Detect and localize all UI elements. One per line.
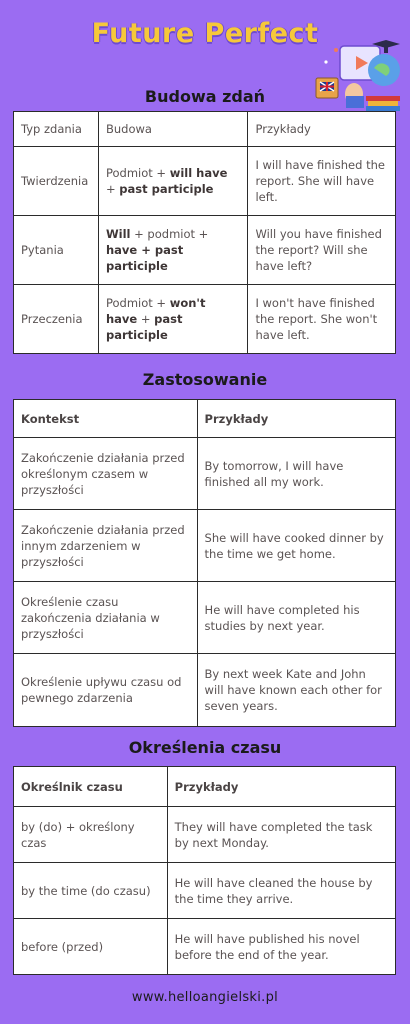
header-examples: Przykłady <box>167 767 395 807</box>
table-row <box>14 216 396 285</box>
table-row <box>14 807 396 863</box>
context-cell: Określenie upływu czasu od pewnego zdarzenia <box>14 654 198 727</box>
example-cell: He will have published his novel before the end of the year. <box>167 919 395 975</box>
structure-cell: Podmiot + will have + past participle <box>98 147 248 216</box>
table-row <box>14 510 396 582</box>
usage-table <box>13 399 396 727</box>
marker-cell: by the time (do czasu) <box>14 863 168 919</box>
example-cell: I will have finished the report. She will have left. <box>248 147 396 216</box>
example-cell: He will have cleaned the house by the time they arrive. <box>167 863 395 919</box>
sentence-type-cell: Przeczenia <box>14 285 99 354</box>
structure-cell: Podmiot + won't have + past participle <box>98 285 248 354</box>
sentence-type-cell: Twierdzenia <box>14 147 99 216</box>
header-context: Kontekst <box>14 400 198 438</box>
section-title-structure: Budowa zdań <box>144 87 266 106</box>
example-cell: He will have completed his studies by next year. <box>197 582 395 654</box>
table-row <box>14 863 396 919</box>
example-cell: I won't have finished the report. She won't have left. <box>248 285 396 354</box>
example-cell: By next week Kate and John will have known each other for seven years. <box>197 654 395 727</box>
section-title-usage: Zastosowanie <box>142 370 268 389</box>
header-sentence-type: Typ zdania <box>14 112 99 147</box>
example-cell: By tomorrow, I will have finished all my work. <box>197 438 395 510</box>
time-expressions-table <box>13 766 396 975</box>
context-cell: Określenie czasu zakończenia działania w przyszłości <box>14 582 198 654</box>
website-url: www.helloangielski.pl <box>131 990 279 1005</box>
page-title: Future Perfect <box>91 18 319 49</box>
table-row <box>14 438 396 510</box>
example-cell: She will have cooked dinner by the time we get home. <box>197 510 395 582</box>
header-structure: Budowa <box>98 112 248 147</box>
marker-cell: by (do) + określony czas <box>14 807 168 863</box>
structure-cell: Will + podmiot + have + past participle <box>98 216 248 285</box>
table-row <box>14 147 396 216</box>
table-row <box>14 285 396 354</box>
context-cell: Zakończenie działania przed określonym czasem w przyszłości <box>14 438 198 510</box>
table-row <box>14 582 396 654</box>
example-cell: Will you have finished the report? Will she have left? <box>248 216 396 285</box>
table-header-row <box>14 112 396 147</box>
section-title-time-expressions: Określenia czasu <box>128 738 282 757</box>
marker-cell: before (przed) <box>14 919 168 975</box>
structure-table <box>13 111 396 354</box>
header-examples: Przykłady <box>248 112 396 147</box>
table-row <box>14 654 396 727</box>
context-cell: Zakończenie działania przed innym zdarzeniem w przyszłości <box>14 510 198 582</box>
table-row <box>14 919 396 975</box>
sentence-type-cell: Pytania <box>14 216 99 285</box>
header-examples: Przykłady <box>197 400 395 438</box>
table-header-row <box>14 400 396 438</box>
header-time-marker: Określnik czasu <box>14 767 168 807</box>
table-header-row <box>14 767 396 807</box>
example-cell: They will have completed the task by next Monday. <box>167 807 395 863</box>
